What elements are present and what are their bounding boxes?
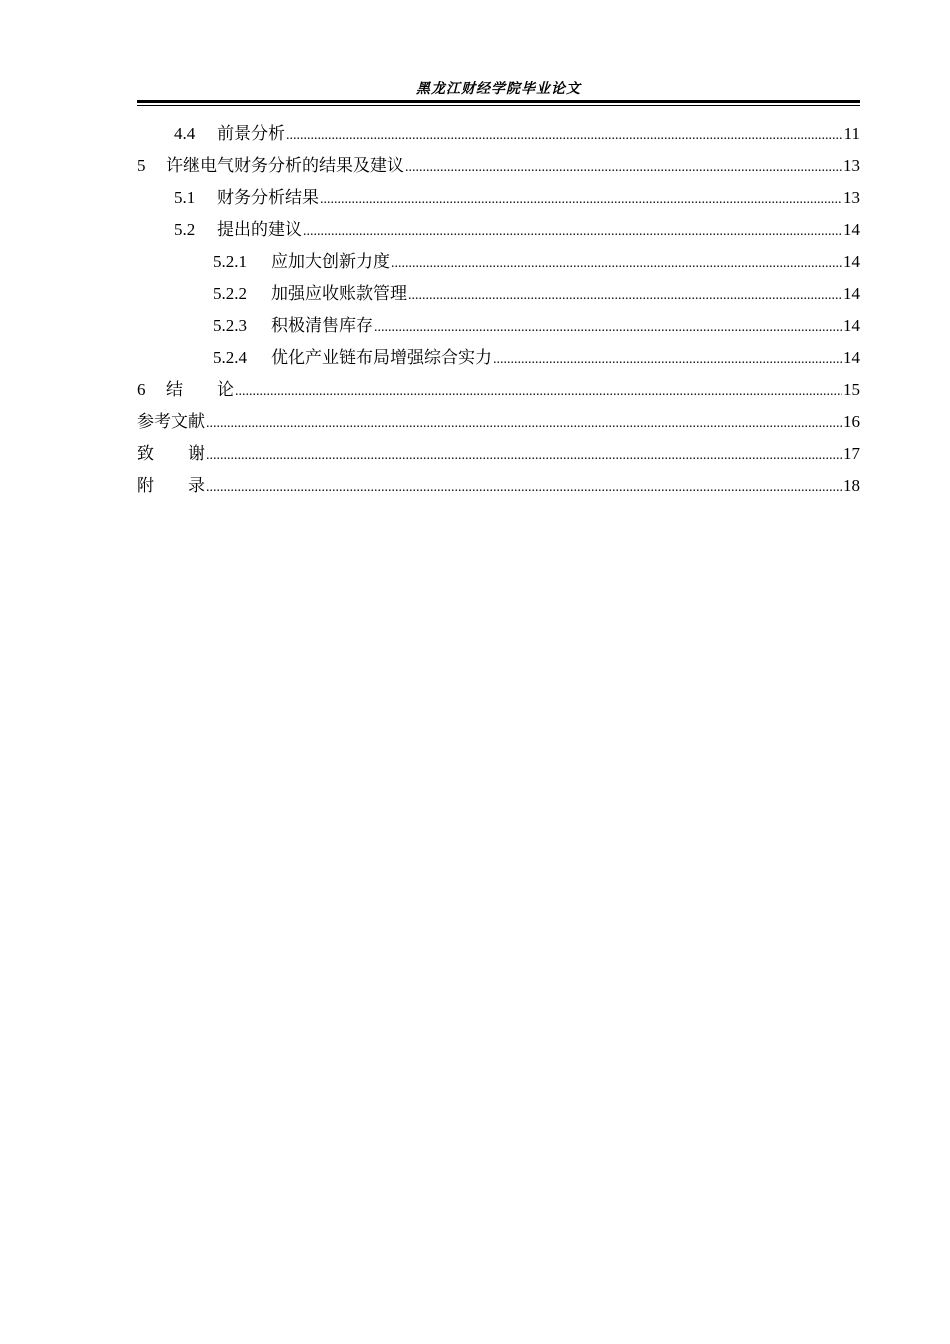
toc-entry-number: 5.1 <box>174 188 196 207</box>
toc-entry-title: 前景分析 <box>217 124 285 143</box>
toc-entry-page: 14 <box>843 348 860 367</box>
toc-dot-leader <box>493 344 842 376</box>
toc-entry-title: 积极清售库存 <box>271 316 373 335</box>
toc-entry-5-2-4[interactable] <box>137 342 860 374</box>
toc-entry-page: 14 <box>843 220 860 239</box>
toc-dot-leader <box>405 152 842 184</box>
toc-dot-leader <box>320 184 842 216</box>
toc-entry-number: 5.2.4 <box>213 348 247 367</box>
toc-entry-title: 优化产业链布局增强综合实力 <box>271 348 492 367</box>
toc-entry-5-2-1[interactable] <box>137 246 860 278</box>
toc-entry-title: 结 论 <box>166 380 234 399</box>
toc-dot-leader <box>206 472 842 504</box>
toc-entry-5-2-2[interactable] <box>137 278 860 310</box>
toc-dot-leader <box>206 408 842 440</box>
table-of-contents <box>137 118 860 502</box>
toc-entry-5[interactable] <box>137 150 860 182</box>
toc-entry-page: 18 <box>843 476 860 495</box>
toc-dot-leader <box>391 248 842 280</box>
toc-entry-number: 5.2.2 <box>213 284 247 303</box>
toc-entry-number: 5.2.1 <box>213 252 247 271</box>
toc-entry-title: 附 录 <box>137 476 205 495</box>
toc-entry-4-4[interactable] <box>137 118 860 150</box>
toc-dot-leader <box>206 440 842 472</box>
toc-entry-number: 4.4 <box>174 124 196 143</box>
toc-entry-appendix[interactable] <box>137 470 860 502</box>
toc-entry-5-2-3[interactable] <box>137 310 860 342</box>
toc-entry-title: 许继电气财务分析的结果及建议 <box>166 156 404 175</box>
toc-entry-title: 加强应收账款管理 <box>271 284 407 303</box>
toc-entry-title: 参考文献 <box>137 412 205 431</box>
toc-dot-leader <box>286 120 843 152</box>
toc-entry-page: 14 <box>843 252 860 271</box>
toc-dot-leader <box>235 376 842 408</box>
toc-entry-title: 提出的建议 <box>217 220 302 239</box>
toc-entry-number: 5.2 <box>174 220 196 239</box>
toc-entry-5-1[interactable] <box>137 182 860 214</box>
toc-entry-page: 14 <box>843 284 860 303</box>
toc-entry-6[interactable] <box>137 374 860 406</box>
toc-entry-number: 6 <box>137 380 146 399</box>
toc-entry-title: 应加大创新力度 <box>271 252 390 271</box>
header-rule-thin <box>137 105 860 106</box>
running-header-title: 黑龙江财经学院毕业论文 <box>416 81 581 97</box>
toc-entry-title: 致 谢 <box>137 444 205 463</box>
toc-entry-page: 17 <box>843 444 860 463</box>
toc-entry-page: 15 <box>843 380 860 399</box>
toc-entry-page: 14 <box>843 316 860 335</box>
toc-entry-number: 5.2.3 <box>213 316 247 335</box>
toc-dot-leader <box>408 280 842 312</box>
toc-entry-number: 5 <box>137 156 146 175</box>
toc-entry-title: 财务分析结果 <box>217 188 319 207</box>
toc-dot-leader <box>303 216 842 248</box>
toc-entry-page: 13 <box>843 188 860 207</box>
toc-entry-5-2[interactable] <box>137 214 860 246</box>
toc-entry-references[interactable] <box>137 406 860 438</box>
header-rule-thick <box>137 100 860 103</box>
toc-entry-page: 16 <box>843 412 860 431</box>
toc-entry-acknowledgements[interactable] <box>137 438 860 470</box>
toc-entry-page: 13 <box>843 156 860 175</box>
toc-entry-page: 11 <box>843 124 860 143</box>
toc-dot-leader <box>374 312 842 344</box>
